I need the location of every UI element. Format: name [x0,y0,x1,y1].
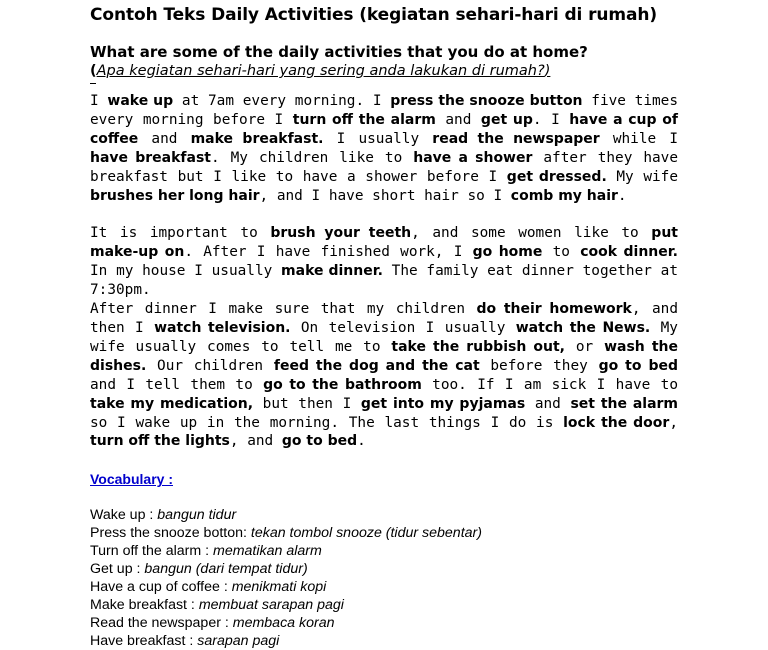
text-run: after they have breakfast but I like to have a shower before I [90,149,679,185]
vocabulary-term: Read the newspaper : [90,615,233,632]
text-run: It is important to [90,225,271,242]
text-run: , and some women like to [411,225,652,242]
text-run: , and I have short hair so I [259,187,511,204]
bold-phrase: lock the door [563,414,670,431]
bold-phrase: wash the dishes. [90,338,678,374]
bold-phrase: go to bed [281,433,358,450]
text-run: , [669,414,678,431]
bold-phrase: brushes her long hair [90,187,260,204]
text-run: but then I [253,395,361,412]
bold-phrase: go to bed [598,357,678,374]
text-run: or [564,338,605,355]
bold-phrase: make dinner. [281,263,383,280]
text-run: before they [479,357,599,374]
vocabulary-item [90,506,678,524]
bold-phrase: watch the News. [515,319,651,336]
text-run: to [542,244,581,261]
bold-phrase: wake up [107,93,174,109]
text-run: while I [599,130,678,147]
bold-phrase: read the newspaper [432,130,600,147]
vocabulary-meaning: bangun tidur [157,507,237,524]
bold-phrase: go to the bathroom [263,376,422,393]
vocabulary-heading-link[interactable]: Vocabulary : [90,471,173,488]
bold-phrase: take the rubbish out, [391,338,565,355]
vocabulary-term: Press the snooze botton: [90,525,251,542]
bold-phrase: cook dinner. [580,244,678,261]
bold-phrase: have breakfast [90,149,211,166]
bold-phrase: do their homework [476,301,632,318]
text-run: five times every morning before I [90,93,678,128]
bold-phrase: press the snooze button [390,93,583,109]
bold-phrase: set the alarm [570,395,679,412]
bold-phrase: put make-up on [90,225,678,261]
vocabulary-term: Have a cup of coffee : [90,579,232,596]
vocabulary-term: Get up : [90,561,145,578]
text-run: too. If I am sick I have to [421,376,678,393]
bold-phrase: turn off the lights [90,433,230,450]
text-run: My wife [606,168,678,185]
text-run: After dinner I make sure that my children [90,301,477,318]
vocabulary-item [90,542,678,560]
paragraph-morning [90,92,678,205]
vocabulary-meaning: mematikan alarm [213,543,322,560]
vocabulary-meaning: menikmati kopi [231,579,327,596]
vocabulary-term: Have breakfast : [90,633,198,650]
text-run: My wife usually comes to tell me to [90,319,678,355]
vocabulary-item [90,524,678,542]
question-translation [90,62,678,80]
bold-phrase: go home [472,244,543,261]
text-run: I usually [323,130,433,147]
bold-phrase: brush your teeth [270,225,412,242]
bold-phrase: comb my hair [510,187,618,204]
text-run: , and then I [90,301,678,336]
text-run: On television I usually [290,319,516,336]
vocabulary-meaning: tekan tombol snooze (tidur sebentar) [250,525,482,542]
vocabulary-item [90,632,678,650]
text-run: Our children [146,357,274,374]
document-page [90,4,678,650]
text-run: and [138,130,191,147]
vocabulary-meaning: bangun (dari tempat tidur) [144,561,308,578]
text-run: . After I have finished work, I [184,244,473,261]
vocabulary-meaning: membuat sarapan pagi [198,597,344,614]
text-run: . I [532,111,570,128]
text-run: and [525,395,571,412]
bold-phrase: watch television. [154,319,291,336]
paragraph-night [90,300,678,451]
text-run: , and [229,433,282,450]
stray-underline-mark [90,80,678,92]
paragraph-evening [90,224,678,300]
bold-phrase: make breakfast. [190,130,324,147]
vocabulary-term: Turn off the alarm : [90,543,214,560]
bold-phrase: feed the dog and the cat [273,357,480,374]
bold-phrase: take my medication, [90,395,254,412]
bold-phrase: get into my pyjamas [360,395,526,412]
text-run: I [90,93,108,109]
text-run: . My children like to [210,149,414,166]
bold-phrase: turn off the alarm [292,111,436,128]
bold-phrase: have a shower [413,149,533,166]
vocabulary-term: Wake up : [90,507,158,524]
vocabulary-item [90,560,678,578]
vocabulary-item [90,596,678,614]
text-run: and I tell them to [90,376,264,393]
translation-open-paren: ( [90,63,97,79]
text-run: In my house I usually [90,263,282,280]
text-run: . [617,187,627,204]
text-run: . [357,433,366,450]
vocabulary-list [90,506,678,650]
translation-text: Apa kegiatan sehari-hari yang sering anda lakukan di rumah? [96,63,545,79]
text-run: and [435,111,481,128]
text-run: The family eat dinner together at 7:30pm. [90,263,679,299]
vocabulary-meaning: sarapan pagi [197,633,280,650]
translation-close-paren: ) [544,63,551,79]
text-run: at 7am every morning. I [173,93,391,109]
bold-phrase: get up [480,111,533,128]
bold-phrase: have a cup of coffee [90,111,679,147]
question-text: What are some of the daily activities that you do at home? [90,43,588,61]
vocabulary-item [90,578,678,596]
bold-phrase: get dressed. [506,168,607,185]
text-run: so I wake up in the morning. The last things I do is [90,414,564,431]
vocabulary-term: Make breakfast : [90,597,199,614]
document-title: Contoh Teks Daily Activities (kegiatan sehari-hari di rumah) [90,5,658,25]
vocabulary-meaning: membaca koran [232,615,335,632]
